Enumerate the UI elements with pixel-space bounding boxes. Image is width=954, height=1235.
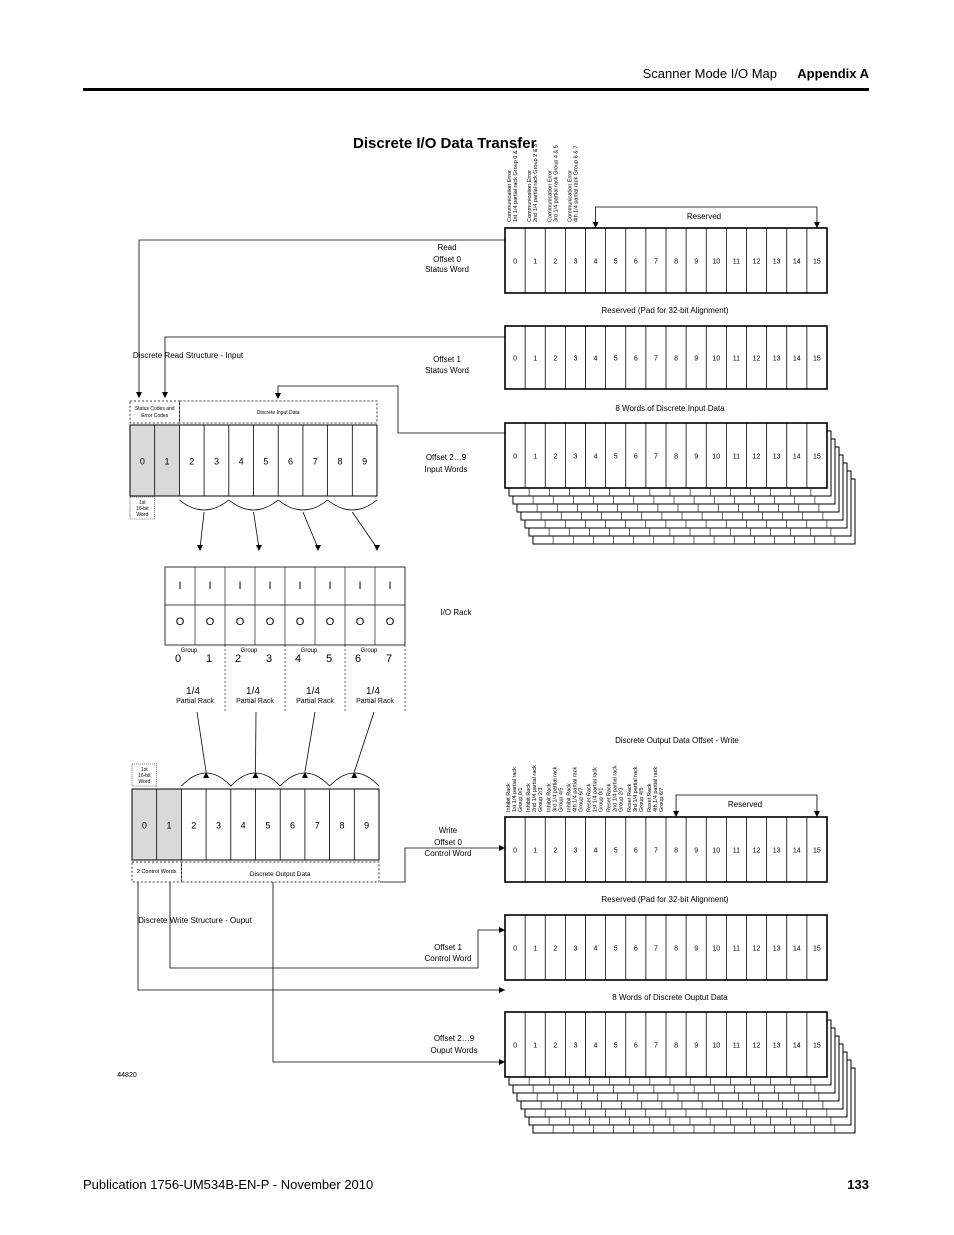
read-status-codes-caption: Status Codes and xyxy=(134,406,175,412)
read-status-bit-caption: 2nd 1/4 partial rack Group 2 & 3 xyxy=(533,144,540,222)
io-group-fraction: 1/4 xyxy=(366,686,380,697)
write-structure-cell: 9 xyxy=(364,820,370,831)
write-word0-caption: Write xyxy=(438,826,458,835)
read-word0-bit-label: 14 xyxy=(792,258,801,266)
read-word1-bit-label: 4 xyxy=(593,355,598,363)
write-inhibit-bit-caption: Group 2/3 xyxy=(538,787,545,812)
read-reserved-label: Reserved xyxy=(686,212,722,221)
write-inhibit-bit-caption: Inhibit Rack xyxy=(566,783,573,812)
write-structure-cell: 5 xyxy=(265,820,271,831)
read-status-bit-caption: Communication Error xyxy=(567,170,574,222)
read-word1-bit-label: 13 xyxy=(772,355,781,363)
header-appendix: Appendix A xyxy=(797,66,869,81)
footer-page-number: 133 xyxy=(847,1177,869,1192)
write-inhibit-bit-caption: 2nd 1/4 partial rack xyxy=(612,765,619,812)
read-data-caption: Offset 2…9 xyxy=(425,453,467,462)
write-reserved-arrow xyxy=(673,811,679,817)
write-word1-bit-label: 10 xyxy=(712,945,721,953)
write-structure-label: Discrete Write Structure - Ouput xyxy=(138,916,252,925)
write-inhibit-bit-caption: 3rd 1/4 partial rack xyxy=(632,766,639,812)
write-word0-bit-label: 2 xyxy=(553,847,558,855)
read-status-bit-caption: 4th 1/4 partial rack Group 6 & 7 xyxy=(573,145,580,222)
io-group-number: 3 xyxy=(265,653,273,665)
read-data-words-bit-label: 6 xyxy=(633,453,638,461)
read-data-words-bit-label: 12 xyxy=(752,453,761,461)
write-word0-bit-label: 14 xyxy=(792,847,801,855)
write-inhibit-bit-caption: Group 0/1 xyxy=(598,787,605,812)
read-word0-bit-label: 0 xyxy=(513,258,518,266)
io-group-number: 4 xyxy=(294,653,302,665)
read-reserved-arrow xyxy=(814,222,820,228)
read-word0-bit-label: 10 xyxy=(712,258,721,266)
read-reserved-arrow xyxy=(593,222,599,228)
io-rack-input: I xyxy=(358,580,362,592)
write-word1-bit-label: 9 xyxy=(694,945,699,953)
write-data-words-bit-label: 6 xyxy=(633,1042,638,1050)
read-word1-bit-label: 1 xyxy=(533,355,538,363)
read-data-words-bit-label: 14 xyxy=(792,453,801,461)
write-inhibit-bit-caption: Reset Rack xyxy=(646,783,653,812)
read-word1-bit-label: 8 xyxy=(674,355,679,363)
write-inhibit-bit-caption: 3rd 1/4 partial rack xyxy=(552,766,559,812)
read-structure-cell: 9 xyxy=(362,456,368,467)
read-data-words-bit-label: 11 xyxy=(732,453,741,461)
write-word1-bit-label: 5 xyxy=(613,945,618,953)
read-word1-caption: Offset 1 xyxy=(433,355,461,364)
write-word1-caption: Offset 1 xyxy=(434,943,462,952)
write-first-word-caption: 1st xyxy=(141,767,148,773)
read-word0-bit-label: 9 xyxy=(694,258,699,266)
write-word0-bit-label: 13 xyxy=(772,847,781,855)
read-data-words-bit-label: 10 xyxy=(712,453,721,461)
write-structure-cell: 2 xyxy=(191,820,197,831)
io-rack-output: O xyxy=(325,616,335,628)
write-group-arrow-line xyxy=(354,712,374,772)
read-word0-bit-label: 12 xyxy=(752,258,761,266)
write-word1-bit-label: 12 xyxy=(752,945,761,953)
write-connector-arrow xyxy=(499,927,505,933)
read-data-words-bit-label: 5 xyxy=(613,453,618,461)
write-word0-bit-label: 10 xyxy=(712,847,721,855)
write-word0-bit-label: 0 xyxy=(513,847,518,855)
read-word0-bit-label: 6 xyxy=(633,258,638,266)
read-data-words-bit-label: 7 xyxy=(653,453,658,461)
read-first-word-caption: 1st xyxy=(139,500,146,506)
read-status-bit-caption: Communication Error xyxy=(507,170,514,222)
read-group-brace xyxy=(328,500,377,510)
write-structure-cell: 7 xyxy=(314,820,320,831)
read-data-words-bit-label: 1 xyxy=(533,453,538,461)
io-rack-input: I xyxy=(208,580,212,592)
read-group-brace xyxy=(229,500,278,510)
write-word1-caption: Control Word xyxy=(424,954,472,963)
write-inhibit-bit-caption: 2nd 1/4 partial rack xyxy=(532,765,539,812)
read-data-words-bit-label: 9 xyxy=(694,453,699,461)
write-word0-bit-label: 3 xyxy=(573,847,578,855)
read-connector-data xyxy=(278,386,505,433)
read-word1-bit-label: 15 xyxy=(813,355,821,363)
io-rack-input: I xyxy=(238,580,242,592)
write-data-words-bit-label: 15 xyxy=(813,1042,821,1050)
read-structure-cell: 3 xyxy=(213,456,219,467)
write-word0-caption: Offset 0 xyxy=(434,838,462,847)
io-rack-input: I xyxy=(268,580,272,592)
write-structure-cell: 6 xyxy=(290,820,296,831)
read-word1-bit-label: 0 xyxy=(513,355,518,363)
write-inhibit-bit-caption: Reset Rack xyxy=(586,783,593,812)
read-structure-cell: 2 xyxy=(189,456,195,467)
write-control-words-caption: 2 Control Words xyxy=(136,869,177,875)
io-rack-label: I/O Rack xyxy=(440,608,472,617)
write-connector-arrow xyxy=(499,1059,505,1065)
read-structure-cell: 8 xyxy=(337,456,343,467)
read-data-words-bit-label: 13 xyxy=(772,453,781,461)
read-group-arrow-line xyxy=(254,512,260,548)
read-word0-bit-label: 11 xyxy=(732,258,741,266)
write-data-words-bit-label: 9 xyxy=(694,1042,699,1050)
read-word0-bit-label: 7 xyxy=(653,258,658,266)
read-group-arrow-line xyxy=(200,512,204,548)
io-group-word: Group xyxy=(300,648,318,654)
io-group-partial: Partial Rack xyxy=(356,698,394,705)
write-connector-word0 xyxy=(138,882,505,990)
write-word0-bit-label: 8 xyxy=(674,847,679,855)
io-rack-output: O xyxy=(205,616,215,628)
write-data-words-bit-label: 11 xyxy=(732,1042,741,1050)
write-inhibit-bit-caption: Group 4/5 xyxy=(638,787,645,812)
read-structure-cell: 0 xyxy=(139,456,145,467)
read-word1-bit-label: 9 xyxy=(694,355,699,363)
write-header-label: Discrete Output Data Offset - Write xyxy=(615,736,739,745)
write-data-words-bit-label: 1 xyxy=(533,1042,538,1050)
footer-publication: Publication 1756-UM534B-EN-P - November 2010 xyxy=(83,1177,374,1192)
write-word0-bit-label: 15 xyxy=(813,847,821,855)
read-word1-caption: Status Word xyxy=(425,366,469,375)
write-word0-caption: Control Word xyxy=(424,849,472,858)
write-data-words-bit-label: 7 xyxy=(653,1042,658,1050)
read-status-bit-caption: 3rd 1/4 partial rack Group 4 & 5 xyxy=(553,145,560,222)
write-word0-bit-label: 7 xyxy=(653,847,658,855)
read-structure-cell: 6 xyxy=(288,456,294,467)
write-data-words-bit-label: 3 xyxy=(573,1042,578,1050)
read-word0-bit-label: 2 xyxy=(553,258,558,266)
read-word1-bit-label: 14 xyxy=(792,355,801,363)
io-group-word: Group xyxy=(180,648,198,654)
write-word1-bit-label: 2 xyxy=(553,945,558,953)
write-first-word-caption: Word xyxy=(138,779,151,785)
write-data-words-bit-label: 12 xyxy=(752,1042,761,1050)
read-word0-bit-label: 15 xyxy=(813,258,821,266)
header-section: Scanner Mode I/O Map xyxy=(642,66,777,81)
read-word0-bit-label: 13 xyxy=(772,258,781,266)
write-data-words-bit-label: 5 xyxy=(613,1042,618,1050)
io-group-word: Group xyxy=(360,648,378,654)
write-data-label: 8 Words of Discrete Ouptut Data xyxy=(612,993,728,1002)
write-group-arrow-line xyxy=(256,712,257,772)
io-rack-output: O xyxy=(385,616,395,628)
write-connector-arrow xyxy=(499,987,505,993)
read-data-words-bit-label: 4 xyxy=(593,453,598,461)
write-inhibit-bit-caption: Reset Rack xyxy=(626,783,633,812)
io-group-number: 0 xyxy=(174,653,182,665)
read-word1-bit-label: 5 xyxy=(613,355,618,363)
read-structure-cell: 7 xyxy=(312,456,318,467)
read-status-bit-caption: Communication Error xyxy=(547,170,554,222)
read-word0-caption: Offset 0 xyxy=(433,255,461,264)
write-word1-bit-label: 15 xyxy=(813,945,821,953)
io-rack-output: O xyxy=(175,616,185,628)
io-rack-output: O xyxy=(295,616,305,628)
read-word1-bit-label: 6 xyxy=(633,355,638,363)
write-word0-bit-label: 9 xyxy=(694,847,699,855)
write-data-words-bit-label: 8 xyxy=(674,1042,679,1050)
read-data-words-bit-label: 3 xyxy=(573,453,578,461)
read-structure-cell: 1 xyxy=(164,456,170,467)
write-word0-bit-label: 1 xyxy=(533,847,538,855)
write-word1-bit-label: 13 xyxy=(772,945,781,953)
write-group-arrow-line xyxy=(305,712,315,772)
read-status-codes-box xyxy=(130,401,179,423)
write-connector-arrow xyxy=(499,845,505,851)
write-word1-bit-label: 1 xyxy=(533,945,538,953)
write-word0-bit-label: 5 xyxy=(613,847,618,855)
read-group-arrow-line xyxy=(352,512,377,548)
write-word1-bit-label: 7 xyxy=(653,945,658,953)
write-inhibit-bit-caption: Group 4/5 xyxy=(558,787,565,812)
io-group-number: 1 xyxy=(205,653,213,665)
figure-title: Discrete I/O Data Transfer xyxy=(353,135,537,152)
write-data-words-bit-label: 13 xyxy=(772,1042,781,1050)
write-structure-cell: 3 xyxy=(215,820,221,831)
read-data-words-bit-label: 2 xyxy=(553,453,558,461)
io-group-partial: Partial Rack xyxy=(236,698,274,705)
io-group-fraction: 1/4 xyxy=(186,686,200,697)
write-word1-bit-label: 0 xyxy=(513,945,518,953)
read-connector-arrow xyxy=(275,393,281,399)
read-data-label: 8 Words of Discrete Input Data xyxy=(615,404,725,413)
io-group-number: 5 xyxy=(325,653,333,665)
write-inhibit-bit-caption: 4th 1/4 partial rack xyxy=(572,766,579,812)
read-status-bit-caption: Communication Error xyxy=(527,170,534,222)
write-reserved-label: Reserved xyxy=(727,800,763,809)
io-rack-input: I xyxy=(178,580,182,592)
write-data-words-bit-label: 10 xyxy=(712,1042,721,1050)
io-group-fraction: 1/4 xyxy=(246,686,260,697)
write-word0-bit-label: 6 xyxy=(633,847,638,855)
io-group-partial: Partial Rack xyxy=(176,698,214,705)
io-rack-input: I xyxy=(298,580,302,592)
write-inhibit-bit-caption: 1st 1/4 partial rack xyxy=(592,767,599,812)
read-pad-label: Reserved (Pad for 32-bit Alignment) xyxy=(601,306,729,315)
write-word1-bit-label: 3 xyxy=(573,945,578,953)
write-inhibit-bit-caption: Inhibit Rack xyxy=(546,783,553,812)
read-structure-cell: 5 xyxy=(263,456,269,467)
read-word0-bit-label: 8 xyxy=(674,258,679,266)
io-rack-output: O xyxy=(235,616,245,628)
write-data-words-bit-label: 4 xyxy=(593,1042,598,1050)
read-word1-bit-label: 3 xyxy=(573,355,578,363)
read-group-arrow xyxy=(256,545,262,551)
write-data-words-bit-label: 0 xyxy=(513,1042,518,1050)
read-data-words-bit-label: 15 xyxy=(813,453,821,461)
io-rack-output: O xyxy=(265,616,275,628)
write-reserved-arrow xyxy=(814,811,820,817)
write-inhibit-bit-caption: Group 0/1 xyxy=(518,787,525,812)
read-first-word-caption: Word xyxy=(136,512,149,518)
read-data-words-bit-label: 8 xyxy=(674,453,679,461)
read-word0-bit-label: 4 xyxy=(593,258,598,266)
read-word1-bit-label: 7 xyxy=(653,355,658,363)
read-group-brace xyxy=(278,500,327,510)
read-group-arrow-line xyxy=(303,512,318,548)
read-group-arrow xyxy=(374,545,380,551)
read-data-words-bit-label: 0 xyxy=(513,453,518,461)
write-word1-bit-label: 6 xyxy=(633,945,638,953)
figure-id: 44820 xyxy=(117,1072,137,1079)
read-status-bit-caption: 1st 1/4 partial rack Group 0 & 1 xyxy=(513,145,520,222)
read-word0-bit-label: 1 xyxy=(533,258,538,266)
read-word0-caption: Status Word xyxy=(425,265,469,274)
read-structure-label: Discrete Read Structure - Input xyxy=(132,351,244,360)
read-connector-arrow xyxy=(162,392,168,398)
write-inhibit-bit-caption: Inhibit Rack xyxy=(506,783,513,812)
write-data-words-bit-label: 14 xyxy=(792,1042,801,1050)
write-inhibit-bit-caption: Group 2/3 xyxy=(618,787,625,812)
write-word0-bit-label: 11 xyxy=(732,847,741,855)
write-first-word-caption: 16-bit xyxy=(138,773,151,779)
write-word0-bit-label: 12 xyxy=(752,847,761,855)
write-inhibit-bit-caption: Inhibit Rack xyxy=(526,783,533,812)
read-word1-bit-label: 2 xyxy=(553,355,558,363)
read-word0-bit-label: 3 xyxy=(573,258,578,266)
read-word1-bit-label: 10 xyxy=(712,355,721,363)
write-inhibit-bit-caption: Reset Rack xyxy=(606,783,613,812)
write-word1-bit-label: 8 xyxy=(674,945,679,953)
read-connector-arrow xyxy=(136,392,142,398)
write-inhibit-bit-caption: 1st 1/4 partial rack xyxy=(512,767,519,812)
write-word1-bit-label: 11 xyxy=(732,945,741,953)
read-input-data-caption: Discrete Input Data xyxy=(256,410,300,416)
io-group-number: 7 xyxy=(385,653,393,665)
write-group-arrow-line xyxy=(197,712,206,772)
write-structure-cell: 4 xyxy=(240,820,246,831)
read-status-codes-caption: Error Codes xyxy=(141,413,169,419)
io-group-number: 6 xyxy=(354,653,362,665)
io-group-fraction: 1/4 xyxy=(306,686,320,697)
write-structure-cell: 0 xyxy=(141,820,147,831)
io-group-word: Group xyxy=(240,648,258,654)
write-pad-label: Reserved (Pad for 32-bit Alignment) xyxy=(601,895,729,904)
write-word1-bit-label: 4 xyxy=(593,945,598,953)
read-word0-bit-label: 5 xyxy=(613,258,618,266)
read-word1-bit-label: 11 xyxy=(732,355,741,363)
read-group-brace xyxy=(179,500,228,510)
write-structure-cell: 8 xyxy=(339,820,345,831)
write-data-caption: Offset 2…9 xyxy=(433,1034,475,1043)
write-word1-bit-label: 14 xyxy=(792,945,801,953)
read-structure-cell: 4 xyxy=(238,456,244,467)
write-inhibit-bit-caption: Group 6/7 xyxy=(658,787,665,812)
write-data-caption: Ouput Words xyxy=(430,1046,478,1055)
io-rack-input: I xyxy=(328,580,332,592)
write-output-data-caption: Discrete Output Data xyxy=(249,871,311,878)
write-structure-cell: 1 xyxy=(166,820,172,831)
io-group-partial: Partial Rack xyxy=(296,698,334,705)
read-first-word-caption: 16-bit xyxy=(136,506,149,512)
read-group-arrow xyxy=(197,545,203,551)
write-inhibit-bit-caption: Group 6/7 xyxy=(578,787,585,812)
write-data-words-bit-label: 2 xyxy=(553,1042,558,1050)
write-word0-bit-label: 4 xyxy=(593,847,598,855)
io-group-number: 2 xyxy=(234,653,242,665)
io-rack-input: I xyxy=(388,580,392,592)
io-rack-output: O xyxy=(355,616,365,628)
read-word1-bit-label: 12 xyxy=(752,355,761,363)
write-inhibit-bit-caption: 4th 1/4 partial rack xyxy=(652,766,659,812)
read-data-caption: Input Words xyxy=(424,465,468,474)
read-group-arrow xyxy=(315,545,321,551)
read-word0-caption: Read xyxy=(437,243,457,252)
